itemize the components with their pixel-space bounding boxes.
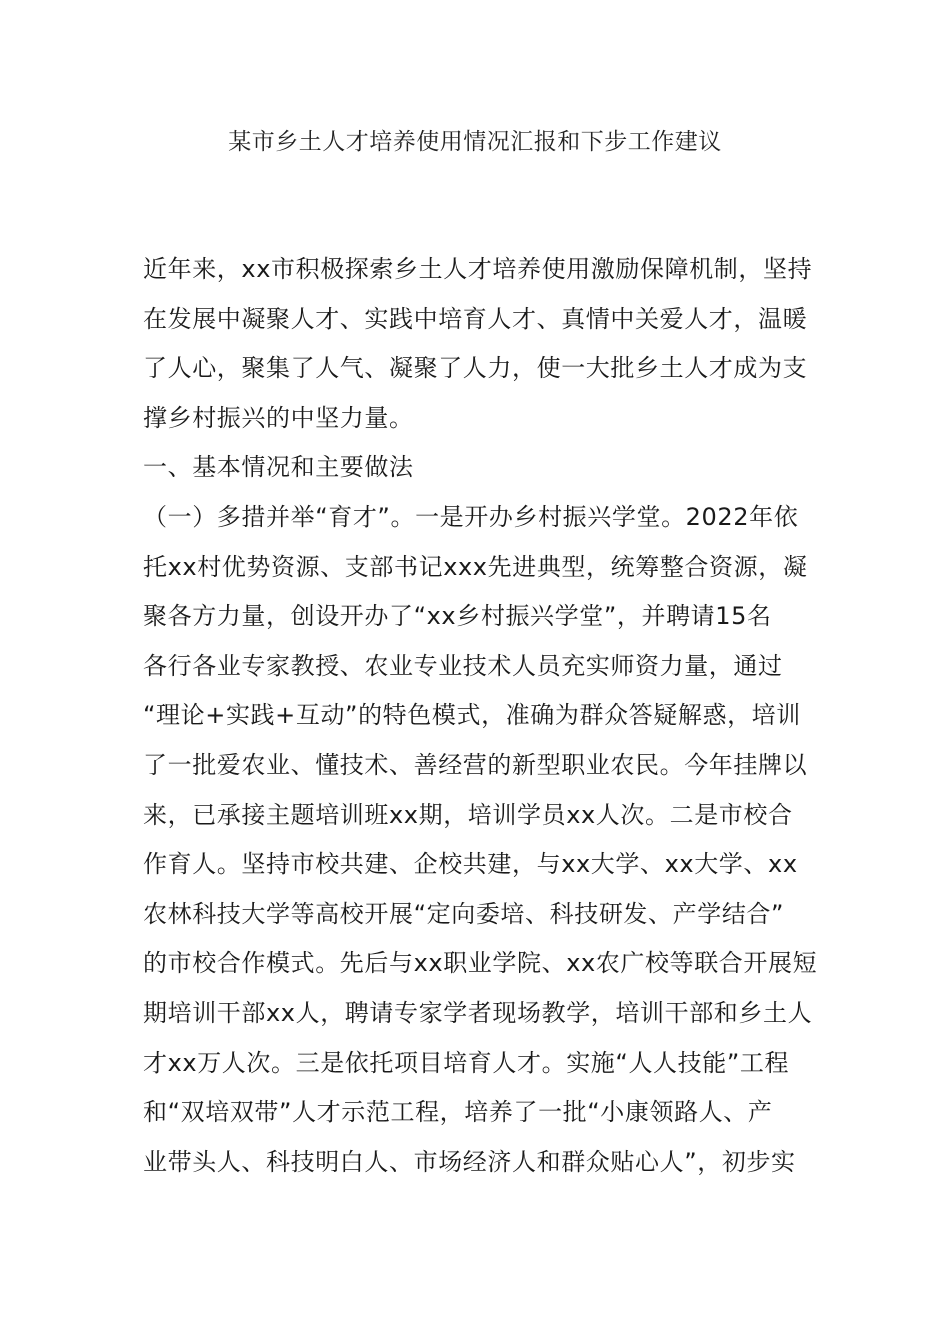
body-line: 托xx村优势资源、支部书记xxx先进典型，统筹整合资源，凝 xyxy=(143,552,808,581)
body-line: 撑乡村振兴的中坚力量。 xyxy=(143,403,414,432)
body-line: 近年来，xx市积极探索乡土人才培养使用激励保障机制，坚持 xyxy=(143,255,813,283)
body-line: （一）多措并举“育才”。一是开办乡村振兴学堂。2022年依 xyxy=(143,502,799,531)
body-line: 和“双培双带”人才示范工程，培养了一批“小康领路人、产 xyxy=(143,1098,773,1127)
body-line: 了人心，聚集了人气、凝聚了人力，使一大批乡土人才成为支 xyxy=(143,354,808,383)
body-line: 聚各方力量，创设开办了“xx乡村振兴学堂”，并聘请15名 xyxy=(143,602,772,631)
body-line: 期培训干部xx人，聘请专家学者现场教学，培训干部和乡土人 xyxy=(143,998,813,1027)
body-line: 的市校合作模式。先后与xx职业学院、xx农广校等联合开展短 xyxy=(143,949,818,978)
body-line: 农林科技大学等高校开展“定向委培、科技研发、产学结合” xyxy=(143,899,785,928)
body-line: “理论+实践+互动”的特色模式，准确为群众答疑解惑，培训 xyxy=(143,701,801,730)
body-line: 各行各业专家教授、农业专业技术人员充实师资力量，通过 xyxy=(143,651,783,680)
section-heading: 一、基本情况和主要做法 xyxy=(143,453,414,482)
body-line: 业带头人、科技明白人、市场经济人和群众贴心人”，初步实 xyxy=(143,1147,796,1176)
body-line: 在发展中凝聚人才、实践中培育人才、真情中关爱人才，温暖 xyxy=(143,304,808,333)
document-body xyxy=(143,245,818,1187)
body-line: 来，已承接主题培训班xx期，培训学员xx人次。二是市校合 xyxy=(143,800,793,829)
body-line: 才xx万人次。三是依托项目培育人才。实施“人人技能”工程 xyxy=(143,1048,790,1077)
body-line: 了一批爱农业、懂技术、善经营的新型职业农民。今年挂牌以 xyxy=(143,750,808,779)
body-line: 作育人。坚持市校共建、企校共建，与xx大学、xx大学、xx xyxy=(143,850,798,879)
document-title: 某市乡土人才培养使用情况汇报和下步工作建议 xyxy=(228,129,722,155)
